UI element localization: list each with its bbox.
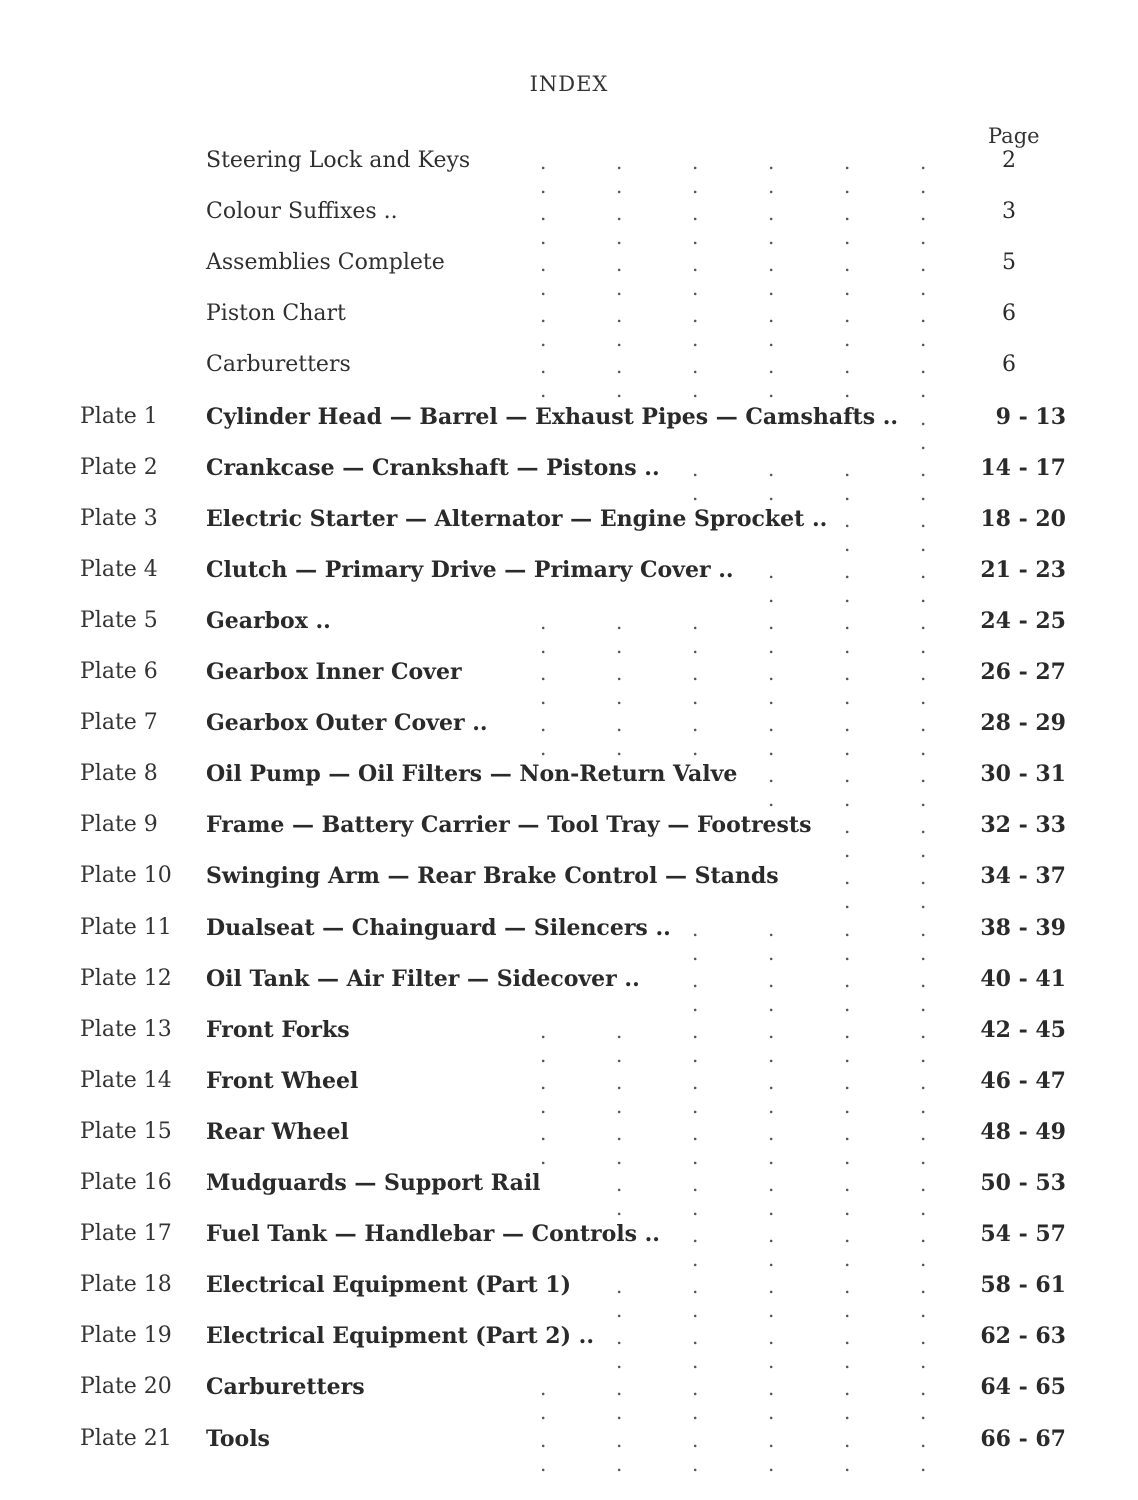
index-entry <box>0 293 1138 352</box>
index-entry <box>0 1315 1138 1374</box>
leader-dot: . . <box>920 967 929 1016</box>
leader-dot: . . <box>616 252 625 301</box>
leader-dot: . . <box>616 1069 625 1118</box>
leader-dot: . . <box>920 456 929 505</box>
leader-dot: . . <box>844 712 853 761</box>
leader-dot: . . <box>920 865 929 914</box>
index-entry <box>0 549 1138 607</box>
entry-description: Crankcase — Crankshaft — Pistons .. <box>206 454 660 481</box>
leader-dot: . . <box>844 967 853 1016</box>
leader-dot: . . <box>920 712 929 761</box>
leader-dot: . . <box>692 967 701 1016</box>
page-number: 46 - 47 <box>980 1067 1066 1094</box>
leader-dot: . . <box>616 354 625 403</box>
leader-dot: . . <box>768 1172 777 1220</box>
leader-dot: . . <box>920 150 929 198</box>
page-title: INDEX <box>529 72 609 96</box>
entry-description: Cylinder Head — Barrel — Exhaust Pipes — Camshafts .. <box>206 403 899 430</box>
leader-dot: . . <box>540 609 549 658</box>
leader-dot: . . <box>920 609 929 658</box>
page-number: 62 - 63 <box>980 1323 1066 1350</box>
leader-dot: . . <box>692 1274 701 1323</box>
leader-dot: . . <box>768 303 777 352</box>
leader-dot: . . <box>692 609 701 658</box>
plate-number: Plate 9 <box>80 812 158 838</box>
leader-dot: . . <box>768 1325 777 1374</box>
leader-dot: . . <box>768 1427 777 1476</box>
page-number: 3 <box>1002 199 1016 225</box>
leader-dot: . . <box>920 916 929 965</box>
page-number: 34 - 37 <box>980 863 1066 890</box>
leader-dot: . . <box>920 1274 929 1323</box>
plate-number: Plate 16 <box>80 1170 172 1195</box>
index-entry <box>0 855 1138 914</box>
leader-dot: . . <box>540 150 549 198</box>
entry-description: Carburetters <box>206 352 351 378</box>
leader-dot: . . <box>844 1427 853 1476</box>
leader-dot: . . <box>768 763 777 812</box>
index-entry <box>0 1213 1138 1272</box>
plate-number: Plate 8 <box>80 761 158 787</box>
plate-number: Plate 17 <box>80 1221 172 1247</box>
entry-description: Rear Wheel <box>206 1118 349 1145</box>
plate-number: Plate 7 <box>80 710 158 736</box>
entry-description: Oil Tank — Air Filter — Sidecover .. <box>206 965 640 992</box>
entry-description: Gearbox Inner Cover <box>206 659 462 685</box>
leader-dot: . . <box>616 1274 625 1323</box>
page-number: 54 - 57 <box>980 1221 1066 1248</box>
page-number: 42 - 45 <box>980 1016 1066 1043</box>
plate-number: Plate 1 <box>80 403 158 429</box>
leader-dot: . . <box>920 814 929 863</box>
leader-dot: . . <box>920 661 929 709</box>
index-entry <box>0 651 1138 709</box>
leader-dot: . . <box>540 1069 549 1118</box>
leader-dot: . . <box>692 1172 701 1220</box>
leader-dot: . . <box>844 1325 853 1374</box>
plate-number: Plate 19 <box>80 1323 172 1349</box>
leader-dot: . . <box>692 456 701 505</box>
page-column-header: Page <box>988 124 1040 148</box>
leader-dot: . . <box>920 1069 929 1118</box>
leader-dot: . . <box>692 661 701 709</box>
page-number: 21 - 23 <box>980 556 1066 583</box>
entry-description: Colour Suffixes .. <box>206 199 398 225</box>
leader-dot: . . <box>768 150 777 198</box>
page-number: 26 - 27 <box>980 659 1066 685</box>
entry-description: Dualseat — Chainguard — Silencers .. <box>206 914 671 941</box>
leader-dot: . . <box>768 967 777 1016</box>
leader-dot: . . <box>920 1427 929 1476</box>
leader-dot: . . <box>844 1120 853 1169</box>
leader-dot: . . <box>844 661 853 709</box>
plate-number: Plate 2 <box>80 454 158 480</box>
leader-dot: . . <box>920 405 929 454</box>
plate-number: Plate 21 <box>80 1425 172 1451</box>
leader-dot: . . <box>844 1172 853 1220</box>
index-entry <box>0 1418 1138 1476</box>
plate-number: Plate 5 <box>80 607 158 633</box>
index-entry <box>0 702 1138 761</box>
leader-dot: . . <box>692 1018 701 1067</box>
leader-dot: . . <box>540 201 549 250</box>
leader-dot: . . <box>844 1069 853 1118</box>
entry-description: Carburetters <box>206 1374 365 1401</box>
plate-number: Plate 18 <box>80 1272 172 1298</box>
leader-dot: . . <box>768 916 777 965</box>
leader-dot: . . <box>692 1376 701 1425</box>
leader-dot: . . <box>920 1325 929 1374</box>
plate-number: Plate 14 <box>80 1067 172 1093</box>
entry-description: Mudguards — Support Rail <box>206 1170 541 1196</box>
index-entry <box>0 242 1138 301</box>
page-number: 64 - 65 <box>980 1374 1066 1401</box>
page-number: 38 - 39 <box>980 914 1066 941</box>
leader-dot: . . <box>540 661 549 709</box>
leader-dot: . . <box>540 1120 549 1169</box>
leader-dot: . . <box>844 763 853 812</box>
leader-dot: . . <box>616 1376 625 1425</box>
leader-dot: . . <box>844 150 853 198</box>
leader-dot: . . <box>768 1274 777 1323</box>
leader-dot: . . <box>616 303 625 352</box>
leader-dot: . . <box>692 1427 701 1476</box>
index-entry <box>0 1162 1138 1220</box>
page-number: 6 <box>1002 352 1016 378</box>
index-entry <box>0 753 1138 812</box>
leader-dot: . . <box>768 1069 777 1118</box>
index-entry <box>0 804 1138 863</box>
leader-dot: . . <box>540 1376 549 1425</box>
leader-dot: . . <box>844 558 853 607</box>
leader-dot: . . <box>768 712 777 761</box>
page-number: 50 - 53 <box>980 1170 1066 1196</box>
leader-dot: . . <box>616 661 625 709</box>
page-number: 18 - 20 <box>980 505 1066 532</box>
leader-dot: . . <box>844 201 853 250</box>
page-number: 14 - 17 <box>980 454 1066 481</box>
leader-dot: . . <box>768 354 777 403</box>
leader-dot: . . <box>920 1172 929 1220</box>
leader-dot: . . <box>844 303 853 352</box>
leader-dot: . . <box>692 303 701 352</box>
plate-number: Plate 20 <box>80 1374 172 1400</box>
leader-dot: . . <box>844 1274 853 1323</box>
leader-dot: . . <box>844 456 853 505</box>
plate-number: Plate 6 <box>80 659 158 684</box>
leader-dot: . . <box>692 916 701 965</box>
entry-description: Steering Lock and Keys <box>206 148 471 173</box>
leader-dot: . . <box>540 354 549 403</box>
entry-description: Swinging Arm — Rear Brake Control — Stands <box>206 863 779 890</box>
entry-description: Front Wheel <box>206 1067 359 1094</box>
entry-description: Electrical Equipment (Part 2) .. <box>206 1323 594 1350</box>
plate-number: Plate 3 <box>80 505 158 531</box>
page-number: 9 - 13 <box>995 403 1066 430</box>
leader-dot: . . <box>616 1427 625 1476</box>
leader-dot: . . <box>616 1172 625 1220</box>
leader-dot: . . <box>844 916 853 965</box>
leader-dot: . . <box>692 252 701 301</box>
plate-number: Plate 11 <box>80 914 172 940</box>
leader-dot: . . <box>540 1018 549 1067</box>
page-number: 5 <box>1002 250 1016 276</box>
entry-description: Fuel Tank — Handlebar — Controls .. <box>206 1221 660 1248</box>
leader-dot: . . <box>768 252 777 301</box>
leader-dot: . . <box>844 354 853 403</box>
plate-number: Plate 4 <box>80 556 158 582</box>
leader-dot: . . <box>768 609 777 658</box>
leader-dot: . . <box>768 1223 777 1272</box>
page-number: 30 - 31 <box>980 761 1066 788</box>
leader-dot: . . <box>692 1325 701 1374</box>
index-entry <box>0 191 1138 250</box>
leader-dot: . . <box>692 1120 701 1169</box>
leader-dot: . . <box>616 1120 625 1169</box>
index-entry <box>0 1264 1138 1323</box>
plate-number: Plate 15 <box>80 1118 172 1144</box>
leader-dot: . . <box>540 712 549 761</box>
entry-description: Tools <box>206 1425 270 1452</box>
page-number: 32 - 33 <box>980 812 1066 839</box>
page-number: 2 <box>1002 148 1016 173</box>
leader-dot: . . <box>616 1325 625 1374</box>
page-number: 28 - 29 <box>980 710 1066 737</box>
leader-dot: . . <box>616 150 625 198</box>
index-entry <box>0 1009 1138 1067</box>
leader-dot: . . <box>920 354 929 403</box>
entry-description: Gearbox Outer Cover .. <box>206 710 488 737</box>
leader-dot: . . <box>692 1223 701 1272</box>
entry-description: Electrical Equipment (Part 1) <box>206 1272 572 1299</box>
leader-dot: . . <box>920 252 929 301</box>
leader-dot: . . <box>616 712 625 761</box>
leader-dot: . . <box>692 1069 701 1118</box>
page-number: 58 - 61 <box>980 1272 1066 1299</box>
plate-number: Plate 12 <box>80 965 172 991</box>
leader-dot: . . <box>920 558 929 607</box>
page-number: 48 - 49 <box>980 1118 1066 1145</box>
entry-description: Oil Pump — Oil Filters — Non-Return Valve <box>206 761 738 788</box>
leader-dot: . . <box>692 712 701 761</box>
leader-dot: . . <box>768 1120 777 1169</box>
index-entry <box>0 1366 1138 1425</box>
entry-description: Assemblies Complete <box>206 250 445 276</box>
index-entry <box>0 396 1138 454</box>
index-entry <box>0 907 1138 965</box>
leader-dot: . . <box>920 763 929 812</box>
entry-description: Clutch — Primary Drive — Primary Cover .. <box>206 556 734 583</box>
leader-dot: . . <box>920 1376 929 1425</box>
leader-dot: . . <box>920 1223 929 1272</box>
entry-description: Gearbox .. <box>206 607 331 634</box>
leader-dot: . . <box>616 1018 625 1067</box>
entry-description: Piston Chart <box>206 301 346 327</box>
leader-dot: . . <box>540 303 549 352</box>
page-number: 24 - 25 <box>980 607 1066 634</box>
plate-number: Plate 10 <box>80 863 172 889</box>
leader-dot: . . <box>768 661 777 709</box>
index-entry <box>0 1060 1138 1118</box>
leader-dot: . . <box>540 252 549 301</box>
leader-dot: . . <box>844 1018 853 1067</box>
entry-description: Front Forks <box>206 1016 350 1043</box>
leader-dot: . . <box>920 1018 929 1067</box>
leader-dot: . . <box>768 456 777 505</box>
leader-dot: . . <box>844 814 853 863</box>
index-entry <box>0 344 1138 403</box>
index-entry <box>0 1111 1138 1169</box>
entry-description: Frame — Battery Carrier — Tool Tray — Footrests <box>206 812 812 839</box>
plate-number: Plate 13 <box>80 1016 172 1042</box>
leader-dot: . . <box>844 865 853 914</box>
leader-dot: . . <box>692 201 701 250</box>
index-entry <box>0 140 1138 198</box>
page-number: 6 <box>1002 301 1016 327</box>
leader-dot: . . <box>844 252 853 301</box>
leader-dot: . . <box>920 303 929 352</box>
index-entry <box>0 447 1138 505</box>
leader-dot: . . <box>768 558 777 607</box>
leader-dot: . . <box>920 507 929 556</box>
index-entry <box>0 600 1138 658</box>
leader-dot: . . <box>768 1376 777 1425</box>
leader-dot: . . <box>616 201 625 250</box>
index-entry <box>0 498 1138 556</box>
leader-dot: . . <box>692 150 701 198</box>
leader-dot: . . <box>920 201 929 250</box>
leader-dot: . . <box>844 1376 853 1425</box>
leader-dot: . . <box>844 609 853 658</box>
page-number: 66 - 67 <box>980 1425 1066 1452</box>
index-entry <box>0 958 1138 1016</box>
leader-dot: . . <box>692 354 701 403</box>
leader-dot: . . <box>768 1018 777 1067</box>
leader-dot: . . <box>844 1223 853 1272</box>
leader-dot: . . <box>844 507 853 556</box>
page-number: 40 - 41 <box>980 965 1066 992</box>
leader-dot: . . <box>920 1120 929 1169</box>
leader-dot: . . <box>540 1427 549 1476</box>
leader-dot: . . <box>768 201 777 250</box>
leader-dot: . . <box>616 609 625 658</box>
entry-description: Electric Starter — Alternator — Engine Sprocket .. <box>206 505 828 532</box>
